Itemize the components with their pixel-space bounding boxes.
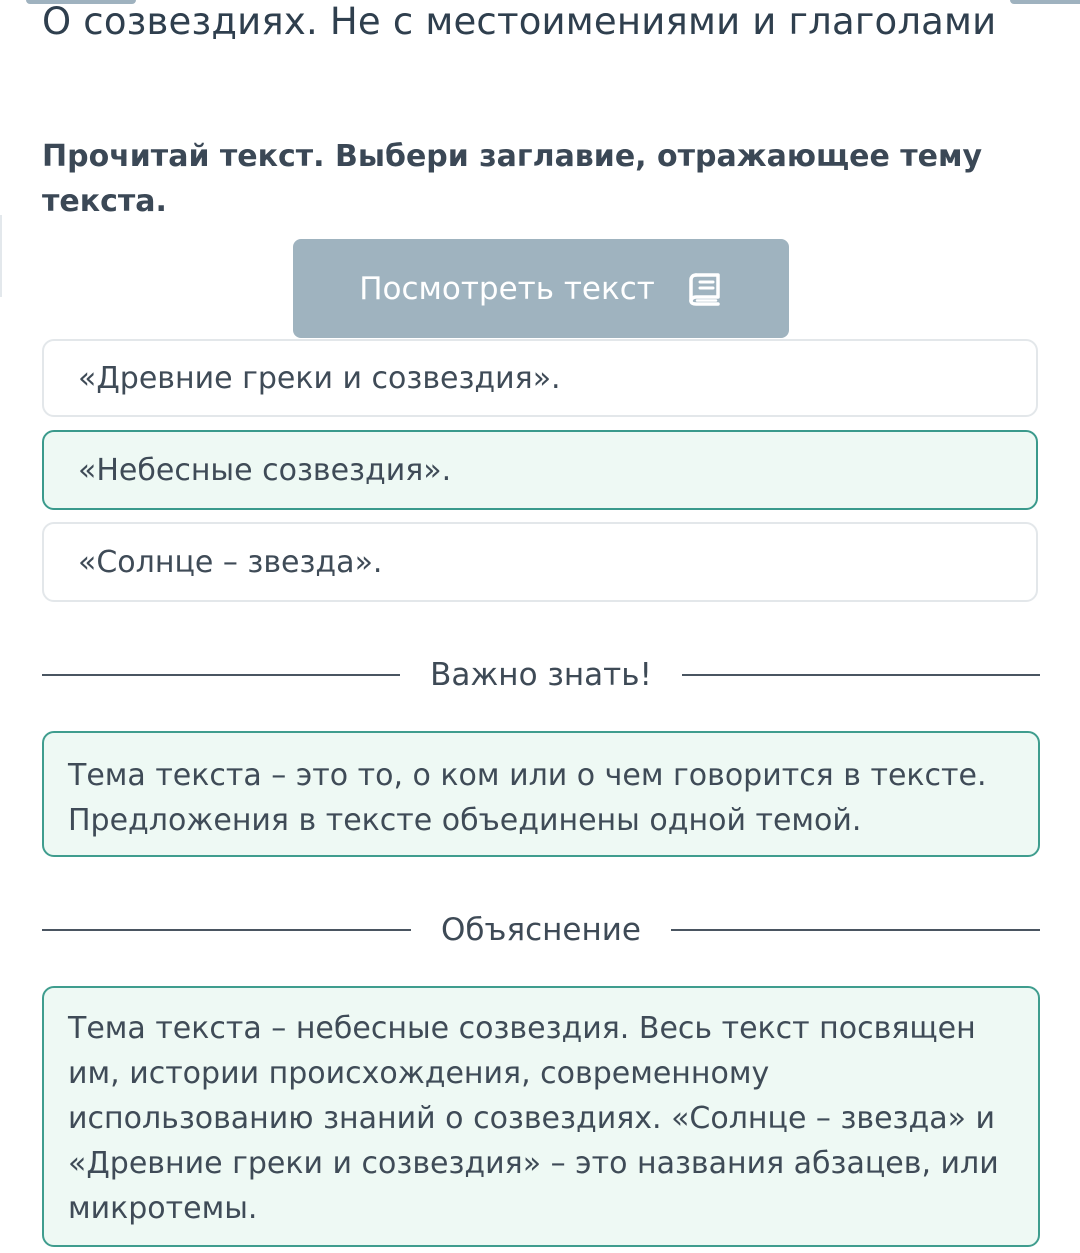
important-divider <box>42 650 1040 700</box>
explanation-line: использованию знаний о созвездиях. «Солнце – звезда» и <box>68 1101 996 1136</box>
answer-option-label: «Небесные созвездия». <box>78 452 452 488</box>
important-box <box>42 731 1040 857</box>
left-edge-decoration <box>0 215 2 297</box>
top-edge-decoration-right <box>1010 0 1080 4</box>
book-icon <box>687 272 723 306</box>
divider-line <box>42 674 400 676</box>
explanation-divider <box>42 905 1040 955</box>
explanation-line: микротемы. <box>68 1191 258 1226</box>
explanation-heading: Объяснение <box>441 912 641 948</box>
divider-line <box>682 674 1040 676</box>
explanation-box <box>42 986 1040 1247</box>
answer-option-label: «Древние греки и созвездия». <box>78 360 561 396</box>
task-instruction: Прочитай текст. Выбери заглавие, отражающее тему текста. <box>42 139 983 219</box>
answer-option-label: «Солнце – звезда». <box>78 544 383 580</box>
answer-option-3[interactable] <box>42 522 1038 602</box>
divider-line <box>671 929 1040 931</box>
answer-option-1[interactable] <box>42 339 1038 417</box>
important-heading: Важно знать! <box>430 657 652 693</box>
answer-option-2-selected[interactable] <box>42 430 1038 510</box>
explanation-line: «Древние греки и созвездия» – это названия абзацев, или <box>68 1146 999 1181</box>
important-line: Предложения в тексте объединены одной темой. <box>68 803 862 838</box>
divider-line <box>42 929 411 931</box>
view-text-button[interactable] <box>293 239 789 338</box>
explanation-line: Тема текста – небесные созвездия. Весь текст посвящен <box>68 1011 976 1046</box>
important-line: Тема текста – это то, о ком или о чем говорится в тексте. <box>68 758 987 793</box>
page-title: О созвездиях. Не с местоимениями и глаголами <box>42 0 997 43</box>
explanation-line: им, истории происхождения, современному <box>68 1056 770 1091</box>
view-text-button-label: Посмотреть текст <box>359 270 655 307</box>
